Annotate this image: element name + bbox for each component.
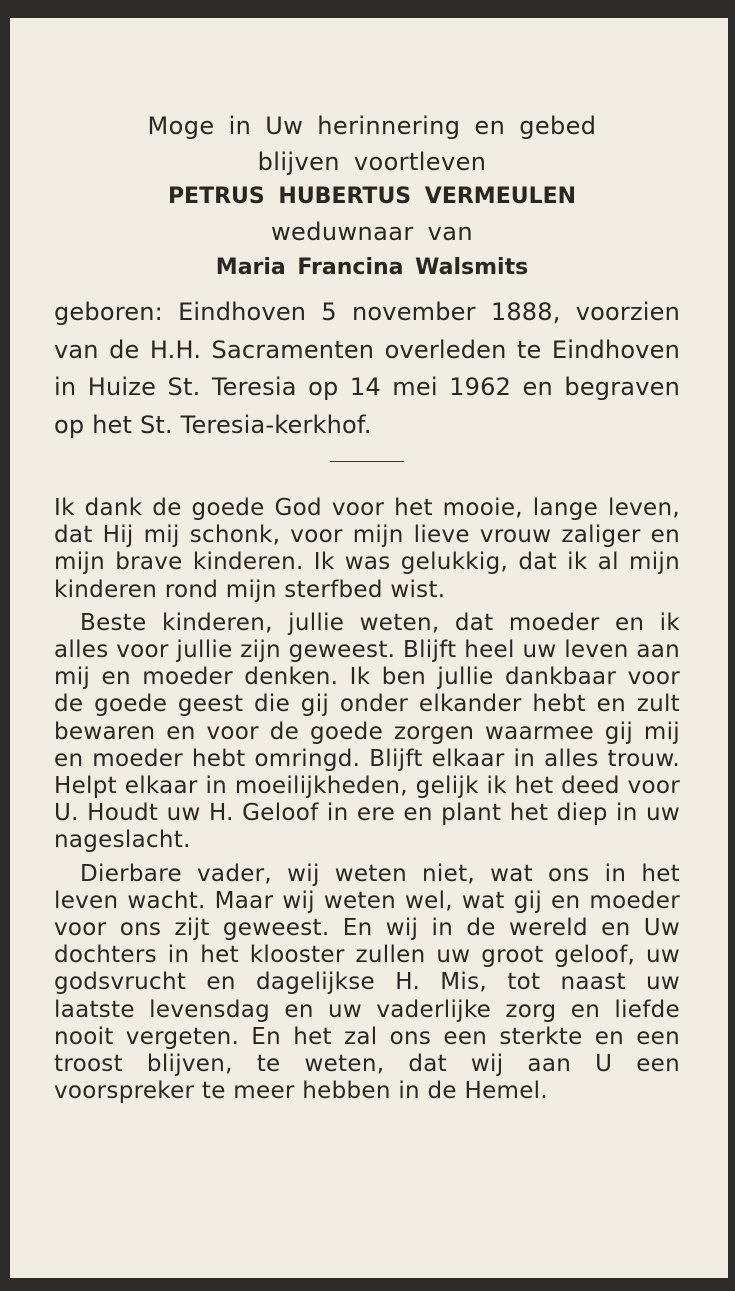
header-line-2: blijven voortleven bbox=[257, 148, 487, 176]
spouse-name: Maria Francina Walsmits bbox=[215, 255, 529, 280]
divider-line bbox=[330, 461, 404, 462]
paragraph-3: Dierbare vader, wij weten niet, wat ons in het leven wacht. Maar wij weten wel, wat gij en moeder voor ons zijt geweest. En wij in de wereld en Uw dochters in het klooster zullen uw groot geloof, uw godsvrucht en dagelijkse H. Mis, tot naast uw laatste levensdag en uw vaderlijke zorg en liefde nooit vergeten. En het zal ons een sterkte en een troost blijven, te weten, dat wij aan U een voorspreker te meer hebben in de Hemel. bbox=[54, 860, 680, 1105]
life-details: geboren: Eindhoven 5 november 1888, voorzien van de H.H. Sacramenten overleden te Eindhoven in Huize St. Teresia op 14 mei 1962 en begraven op het St. Teresia-kerkhof. bbox=[54, 298, 680, 439]
paragraph-2: Beste kinderen, jullie weten, dat moeder en ik alles voor jullie zijn geweest. Blijft heel uw leven aan mij en moeder denken. Ik ben jullie dankbaar voor de goede geest die gij onder elkander hebt en zult bewaren en voor de goede zorgen waarmee gij mij en moeder hebt omringd. Blijft elkaar in alles trouw. Helpt elkaar in moeilijkheden, gelijk ik het deed voor U. Houdt uw H. Geloof in ere en plant het diep in uw nageslacht. bbox=[54, 609, 680, 854]
deceased-name: PETRUS HUBERTUS VERMEULEN bbox=[167, 184, 577, 209]
body-text bbox=[54, 495, 680, 1111]
header-line-1: Moge in Uw herinnering en gebed bbox=[147, 112, 597, 140]
memorial-card bbox=[10, 18, 728, 1278]
header-line-3: weduwnaar van bbox=[271, 218, 473, 246]
paragraph-1: Ik dank de goede God voor het mooie, lange leven, dat Hij mij schonk, voor mijn lieve vrouw zaliger en mijn brave kinderen. Ik was gelukkig, dat ik al mijn kinderen rond mijn sterfbed wist. bbox=[54, 495, 680, 603]
card-header bbox=[58, 108, 686, 286]
